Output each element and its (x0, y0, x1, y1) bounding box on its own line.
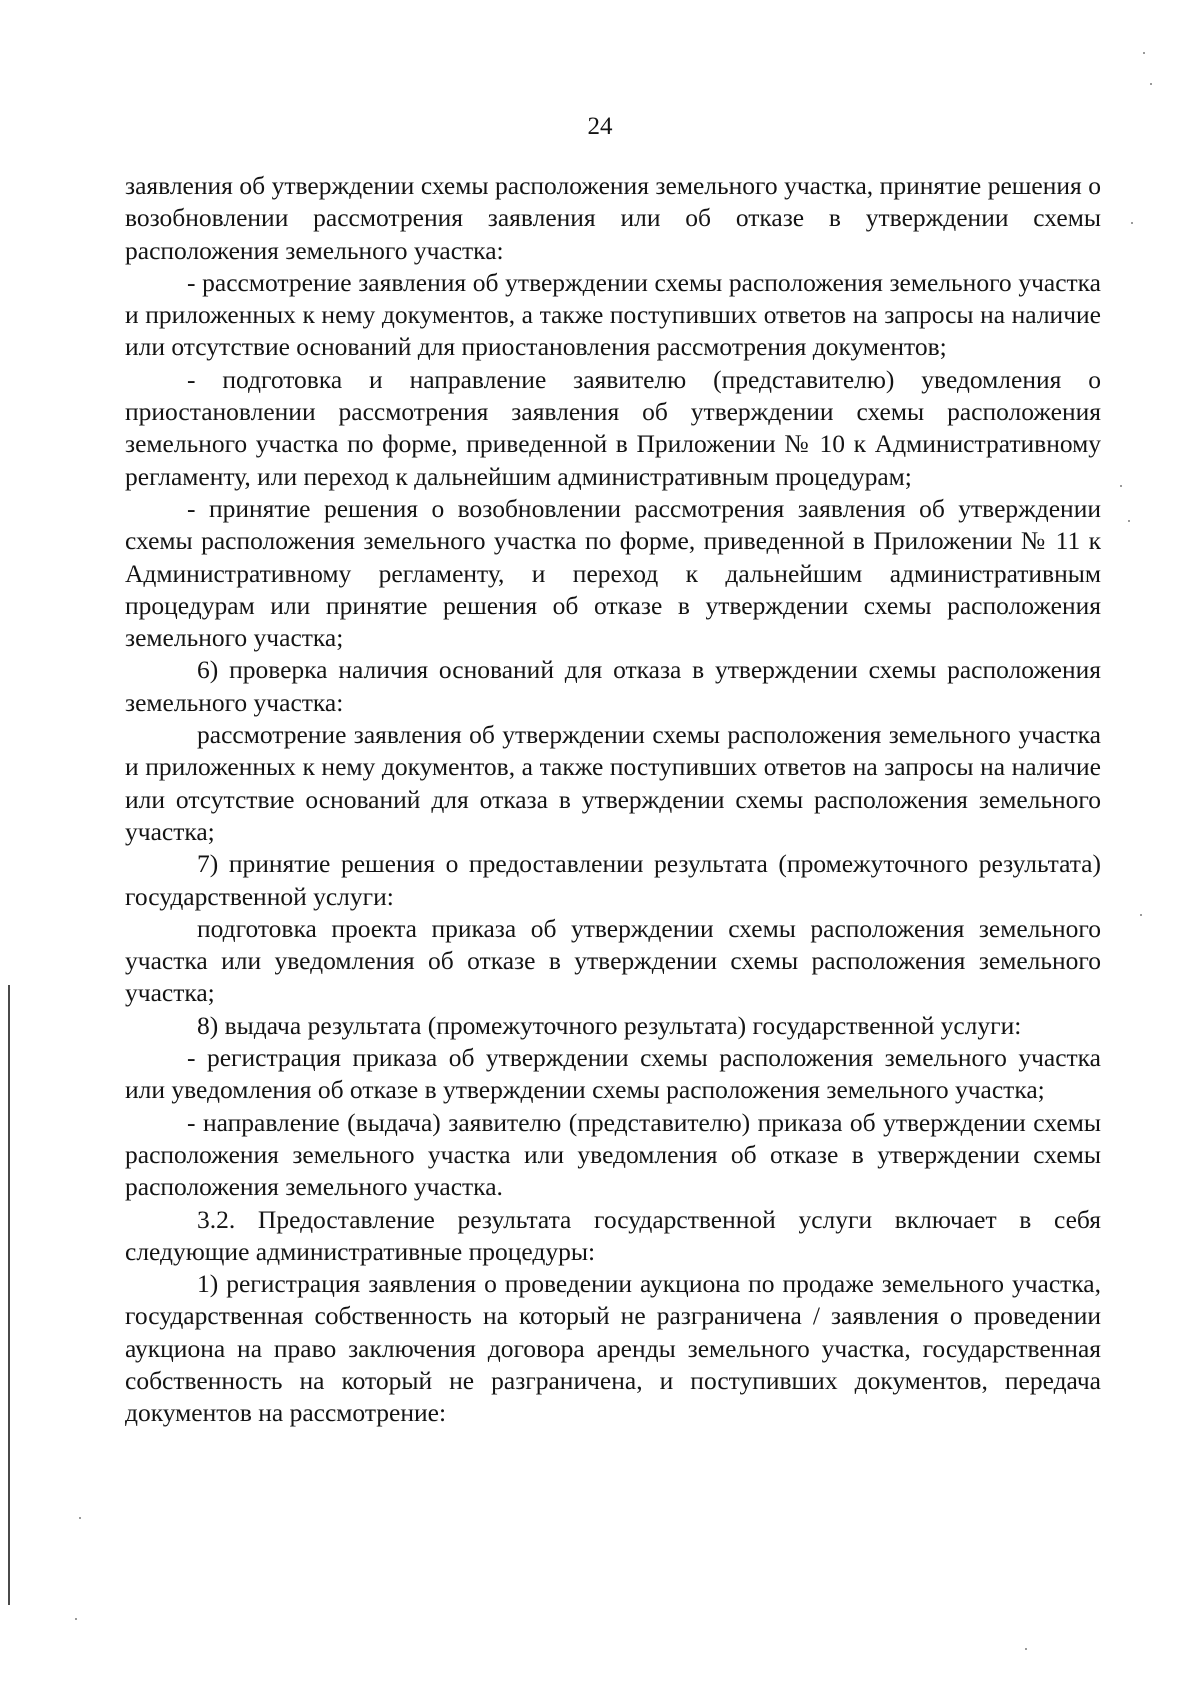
scan-speck (1140, 914, 1142, 916)
page-number: 24 (587, 113, 613, 140)
scan-speck (1120, 485, 1122, 487)
scan-speck (1131, 222, 1133, 224)
scan-speck (1128, 520, 1130, 522)
scan-speck (79, 1517, 81, 1519)
paragraph: 6) проверка наличия оснований для отказа в утверждении схемы расположения земельного участка: (125, 655, 1101, 717)
scan-edge-line (8, 985, 10, 1605)
paragraph: 1) регистрация заявления о проведении аукциона по продаже земельного участка, государственная собственность на который не разграничена / заявления о проведении аукциона на право заключения договора аренды земельного участка, государственная собственность на который не разграничена, и поступивших документов, передача документов на рассмотрение: (125, 1269, 1101, 1428)
paragraph: - направление (выдача) заявителю (представителю) приказа об утверждении схемы расположения земельного участка или уведомления об отказе в утверждении схемы расположения земельного участка. (125, 1107, 1101, 1202)
paragraph: подготовка проекта приказа об утверждении схемы расположения земельного участка или уведомления об отказе в утверждении схемы расположения земельного участка; (125, 913, 1101, 1008)
scan-speck (75, 1618, 77, 1620)
paragraph: - регистрация приказа об утверждении схемы расположения земельного участка или уведомления об отказе в утверждении схемы расположения земельного участка; (125, 1043, 1101, 1105)
paragraph: - подготовка и направление заявителю (представителю) уведомления о приостановлении рассмотрения заявления об утверждении схемы расположения земельного участка по форме, приведенной в Приложении № 10 к Административному регламенту, или переход к дальнейшим административным процедурам; (125, 364, 1101, 491)
scan-speck (1150, 83, 1152, 85)
paragraph: рассмотрение заявления об утверждении схемы расположения земельного участка и приложенных к нему документов, а также поступивших ответов на запросы на наличие или отсутствие оснований для отказа в утверждении схемы расположения земельного участка; (125, 720, 1101, 846)
scan-speck (1143, 52, 1145, 54)
paragraph: - принятие решения о возобновлении рассмотрения заявления об утверждении схемы расположения земельного участка по форме, приведенной в Приложении № 11 к Административному регламенту, и переход к дальнейшим административным процедурам или принятие решения об отказе в утверждении схемы расположения земельного участка; (125, 493, 1101, 653)
document-body (125, 170, 1101, 1430)
paragraph: заявления об утверждении схемы расположения земельного участка, принятие решения о возобновлении рассмотрения заявления или об отказе в утверждении схемы расположения земельного участка: (125, 171, 1101, 265)
paragraph: - рассмотрение заявления об утверждении схемы расположения земельного участка и приложенных к нему документов, а также поступивших ответов на запросы на наличие или отсутствие оснований для приостановления рассмотрения документов; (125, 267, 1101, 362)
paragraph: 3.2. Предоставление результата государственной услуги включает в себя следующие административные процедуры: (125, 1204, 1101, 1266)
paragraph: 8) выдача результата (промежуточного результата) государственной услуги: (197, 1010, 1022, 1040)
paragraph: 7) принятие решения о предоставлении результата (промежуточного результата) государственной услуги: (125, 849, 1101, 911)
scan-speck (1025, 1648, 1027, 1650)
